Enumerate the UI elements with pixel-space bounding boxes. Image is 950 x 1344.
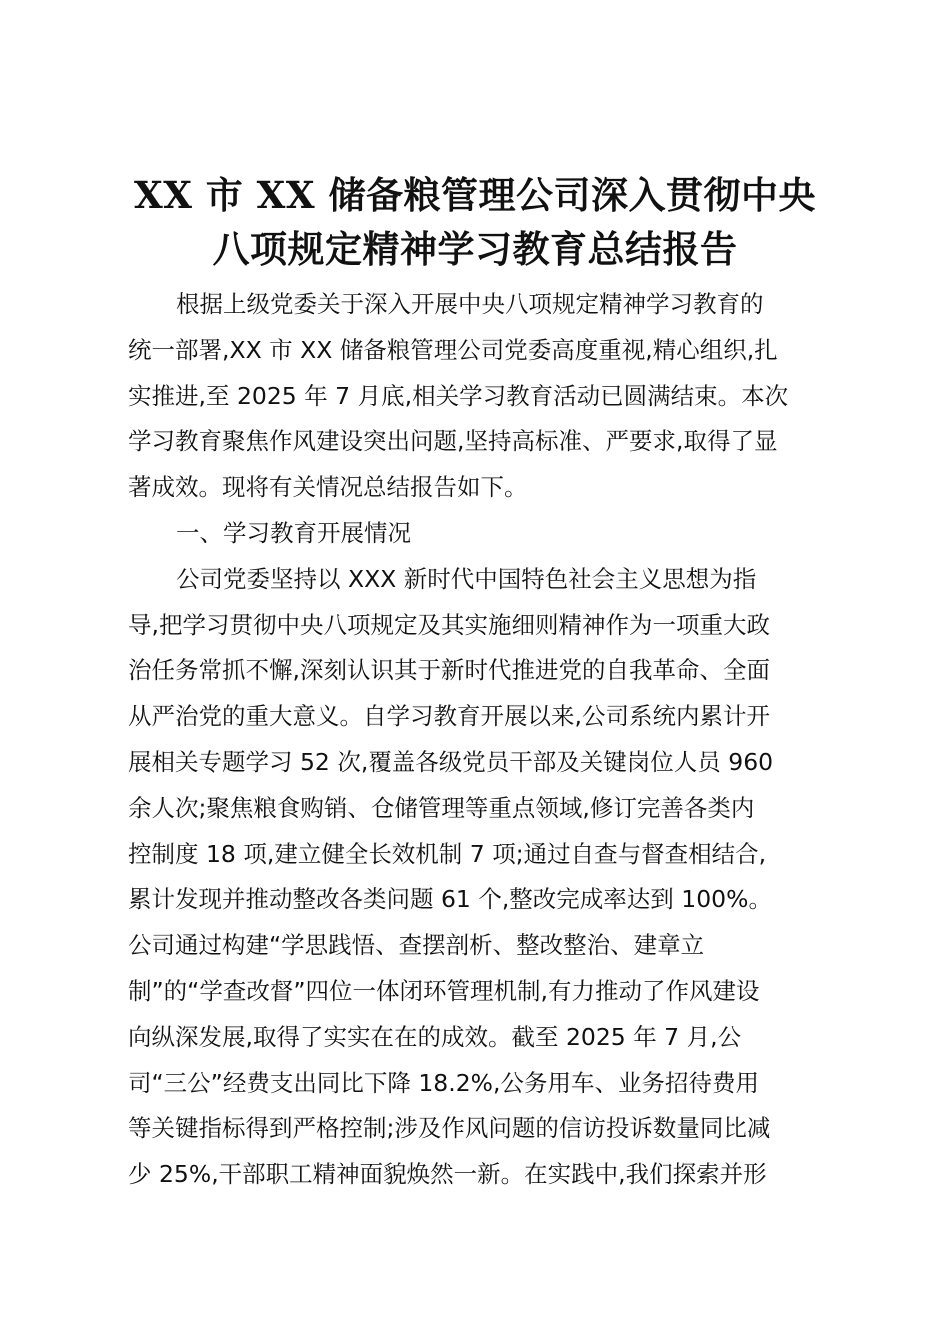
- intro-paragraph: [128, 282, 828, 511]
- document-body: [128, 282, 828, 1198]
- paragraph-line: 展相关专题学习 52 次,覆盖各级党员干部及关键岗位人员 960: [128, 747, 774, 776]
- document-title: [100, 168, 850, 276]
- paragraph-line: 制”的“学查改督”四位一体闭环管理机制,有力推动了作风建设: [128, 976, 760, 1005]
- paragraph-line: 导,把学习贯彻中央八项规定及其实施细则精神作为一项重大政: [128, 610, 770, 639]
- paragraph-line: 少 25%,干部职工精神面貌焕然一新。在实践中,我们探索并形: [128, 1160, 767, 1189]
- paragraph-line: 余人次;聚焦粮食购销、仓储管理等重点领域,修订完善各类内: [128, 793, 755, 822]
- paragraph-line: 公司通过构建“学思践悟、查摆剖析、整改整治、建章立: [128, 931, 705, 960]
- paragraph-line: 治任务常抓不懈,深刻认识其于新时代推进党的自我革命、全面: [128, 656, 770, 685]
- title-line-2: 八项规定精神学习教育总结报告: [212, 227, 738, 271]
- section-heading: 一、学习教育开展情况: [176, 518, 411, 547]
- title-line-1: XX 市 XX 储备粮管理公司深入贯彻中央: [134, 173, 816, 217]
- paragraph-line: 向纵深发展,取得了实实在在的成效。截至 2025 年 7 月,公: [128, 1022, 742, 1051]
- paragraph-line: 司“三公”经费支出同比下降 18.2%,公务用车、业务招待费用: [128, 1068, 759, 1097]
- paragraph-line: 根据上级党委关于深入开展中央八项规定精神学习教育的: [176, 290, 764, 318]
- paragraph-line: 累计发现并推动整改各类问题 61 个,整改完成率达到 100%。: [128, 885, 772, 914]
- paragraph-line: 实推进,至 2025 年 7 月底,相关学习教育活动已圆满结束。本次: [128, 381, 789, 410]
- paragraph-line: 统一部署,XX 市 XX 储备粮管理公司党委高度重视,精心组织,扎: [128, 335, 778, 364]
- paragraph-line: 学习教育聚焦作风建设突出问题,坚持高标准、严要求,取得了显: [128, 427, 778, 456]
- section-paragraph: [128, 557, 828, 1198]
- paragraph-line: 等关键指标得到严格控制;涉及作风问题的信访投诉数量同比减: [128, 1114, 771, 1143]
- paragraph-line: 公司党委坚持以 XXX 新时代中国特色社会主义思想为指: [176, 564, 757, 593]
- paragraph-line: 控制度 18 项,建立健全长效机制 7 项;通过自查与督查相结合,: [128, 839, 767, 868]
- paragraph-line: 著成效。现将有关情况总结报告如下。: [128, 473, 528, 502]
- paragraph-line: 从严治党的重大意义。自学习教育开展以来,公司系统内累计开: [128, 702, 770, 731]
